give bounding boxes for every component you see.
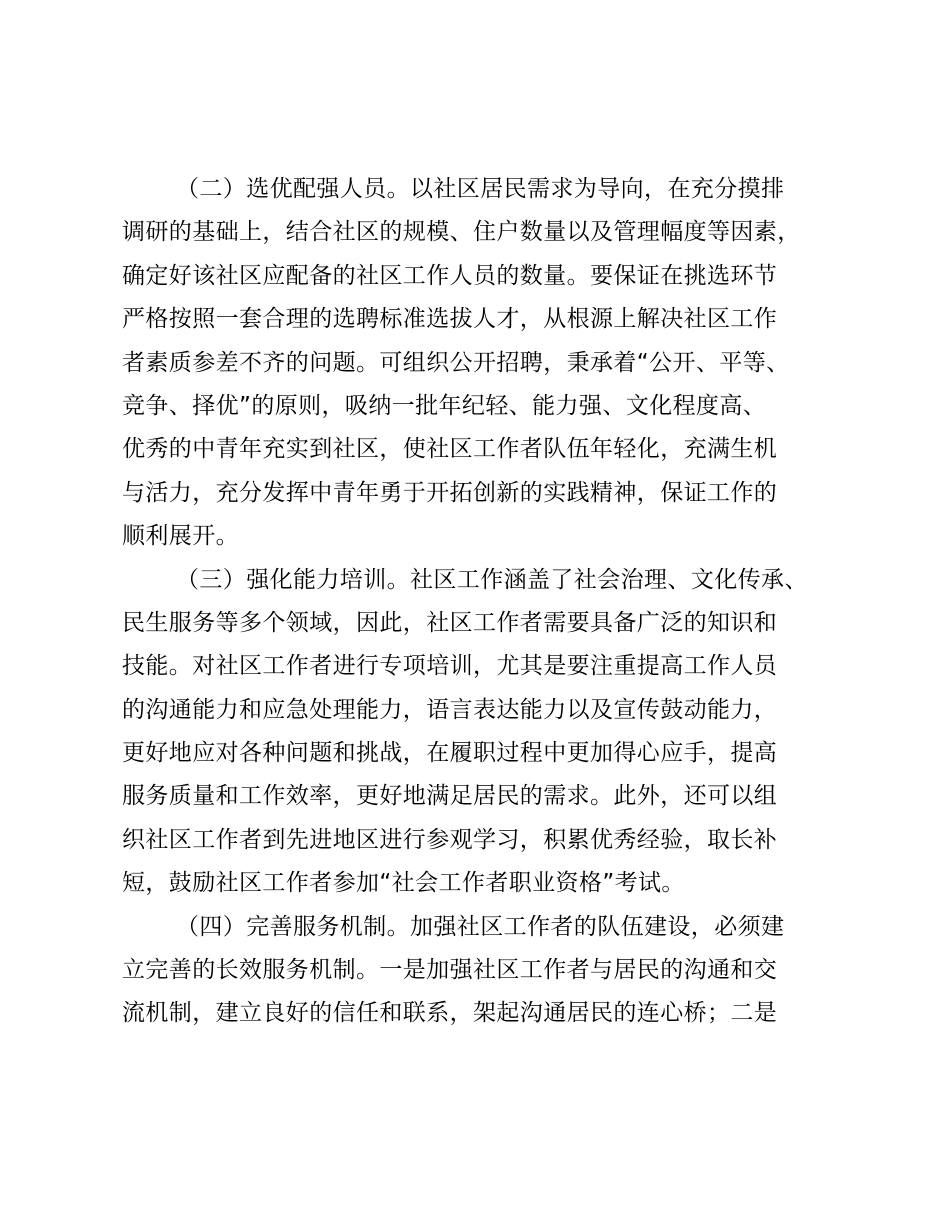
text-line: 更好地应对各种问题和挑战，在履职过程中更加得心应手，提高 — [122, 740, 778, 767]
text-line: 竞争、择优”的原则，吸纳一批年纪轻、能力强、文化程度高、 — [122, 392, 767, 419]
text-line: （二）选优配强人员。以社区居民需求为导向，在充分摸排 — [176, 176, 785, 202]
text-line: 立完善的长效服务机制。一是加强社区工作者与居民的沟通和交 — [122, 957, 778, 984]
text-line: 技能。对社区工作者进行专项培训，尤其是要注重提高工作人员 — [122, 653, 778, 680]
text-line: 短，鼓励社区工作者参加“社会工作者职业资格”考试。 — [122, 870, 685, 897]
text-line: 顺利展开。 — [122, 523, 239, 550]
text-line: 调研的基础上，结合社区的规模、住户数量以及管理幅度等因素， — [122, 219, 801, 246]
text-line: 者素质参差不齐的问题。可组织公开招聘，秉承着“公开、平等、 — [122, 349, 790, 376]
text-line: （四）完善服务机制。加强社区工作者的队伍建设，必须建 — [176, 913, 785, 940]
text-line: 织社区工作者到先进地区进行参观学习，积累优秀经验，取长补 — [122, 826, 778, 853]
text-line: 民生服务等多个领域，因此，社区工作者需要具备广泛的知识和 — [122, 609, 778, 636]
document-body — [122, 168, 828, 1036]
text-line: 流机制，建立良好的信任和联系，架起沟通居民的连心桥；二是 — [122, 1000, 778, 1027]
text-line: 服务质量和工作效率，更好地满足居民的需求。此外，还可以组 — [122, 783, 778, 810]
text-line: 严格按照一套合理的选聘标准选拔人才，从根源上解决社区工作 — [122, 306, 778, 333]
text-line: 优秀的中青年充实到社区，使社区工作者队伍年轻化，充满生机 — [122, 436, 778, 463]
text-line: （三）强化能力培训。社区工作涵盖了社会治理、文化传承、 — [176, 566, 808, 593]
text-line: 的沟通能力和应急处理能力，语言表达能力以及宣传鼓动能力， — [122, 696, 778, 723]
text-line: 确定好该社区应配备的社区工作人员的数量。要保证在挑选环节 — [122, 262, 778, 289]
text-line: 与活力，充分发挥中青年勇于开拓创新的实践精神，保证工作的 — [122, 479, 778, 506]
